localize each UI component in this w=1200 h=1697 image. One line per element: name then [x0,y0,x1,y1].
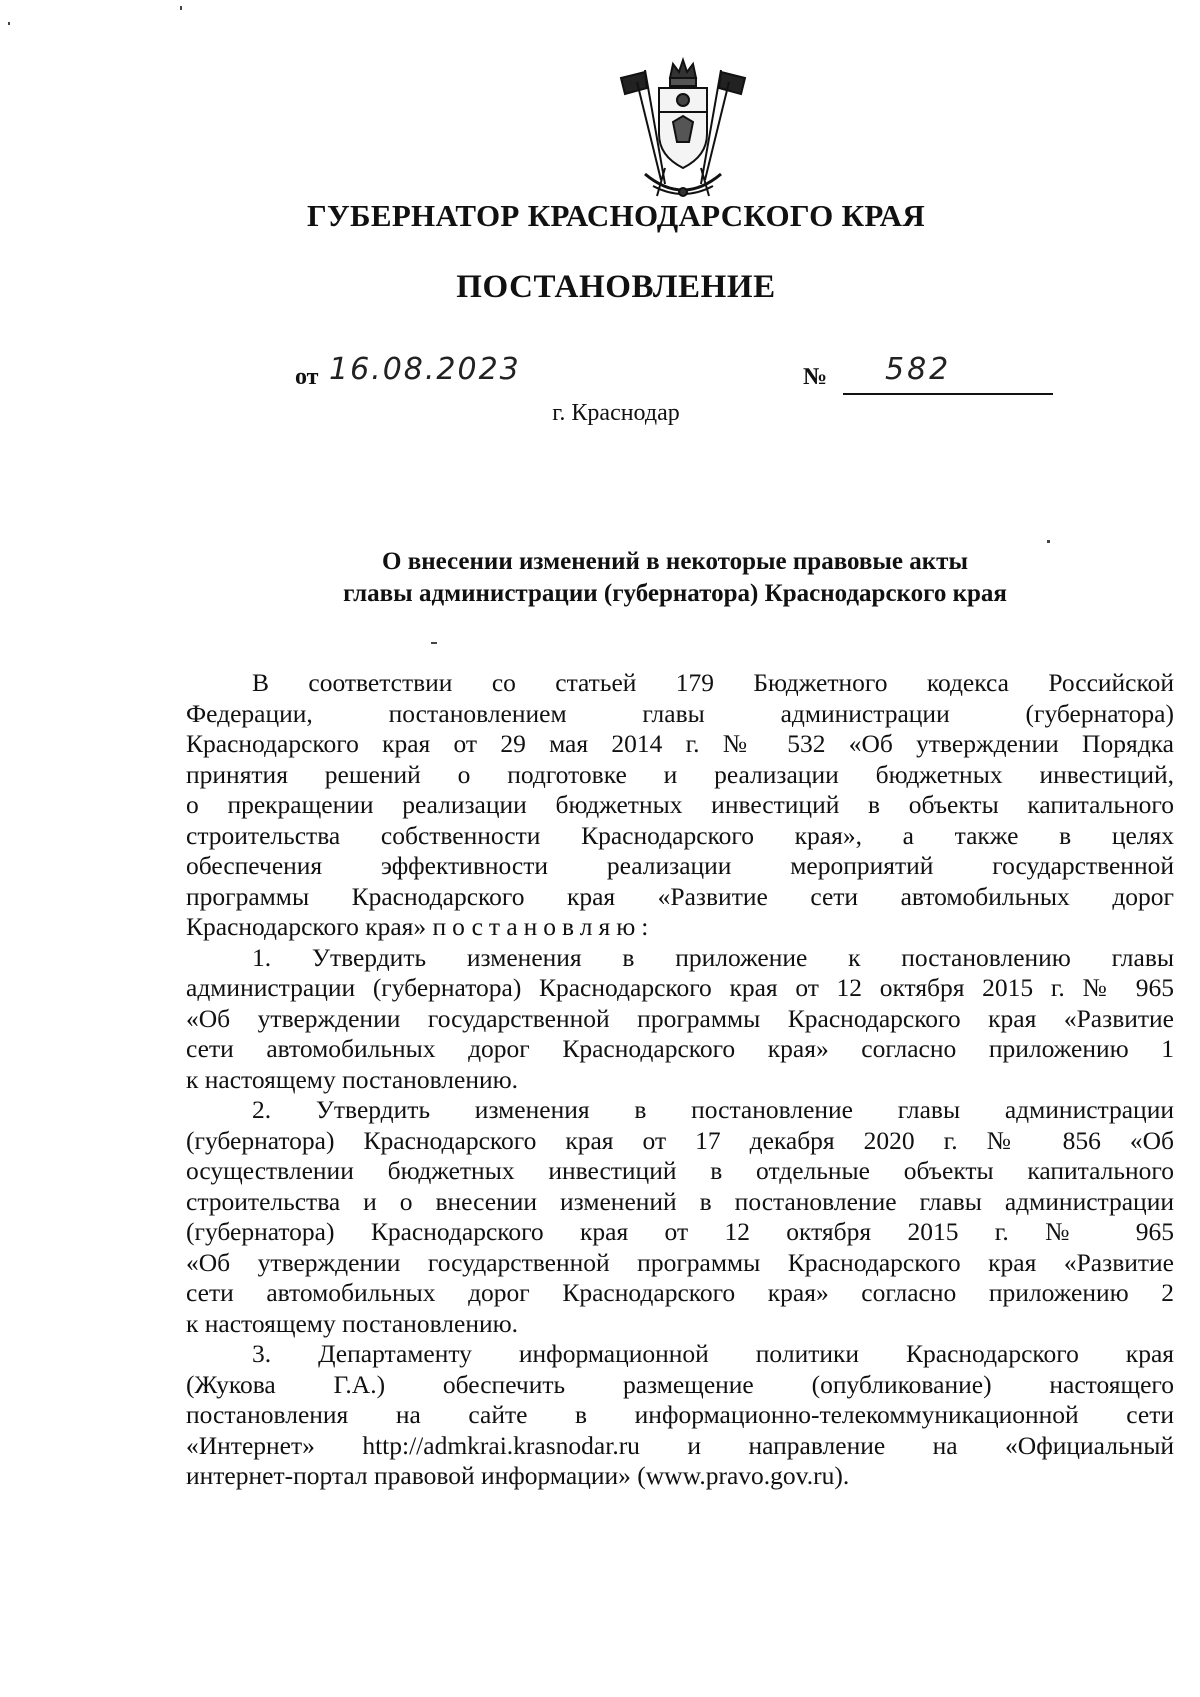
body-line: строительства собственности Краснодарского края», а также в целях [186,820,1174,850]
scan-speck [431,642,437,644]
document-subject [0,546,1200,610]
item-2-line: сети автомобильных дорог Краснодарского края» согласно приложению 2 [186,1278,1174,1307]
item-3-line: 3. Департаменту информационной политики Краснодарского края [252,1339,1174,1368]
item-1-line: сети автомобильных дорог Краснодарского края» согласно приложению 1 [186,1034,1174,1063]
body-line [186,912,1174,943]
issuing-authority: ГУБЕРНАТОР КРАСНОДАРСКОГО КРАЯ [306,198,926,233]
item-2-line: к настоящему постановлению. [186,1308,519,1338]
item-1-line: 1. Утвердить изменения в приложение к постановлению главы [252,942,1174,972]
decree-word: постановляю: [432,912,655,941]
date-number-row [295,352,1055,402]
document-body [186,668,1174,1492]
document-date: 16.08.2023 [329,352,521,387]
item-1-line: к настоящему постановлению. [186,1064,519,1094]
scan-speck [1047,540,1050,543]
item-2-line: (губернатора) Краснодарского края от 12 октября 2015 г. № 965 [186,1217,1174,1246]
body-line: Федерации, постановлением главы администрации (губернатора) [186,698,1174,728]
document-type-title: ПОСТАНОВЛЕНИЕ [456,269,776,305]
document-number: 582 [885,352,952,387]
subject-line: главы администрации (губернатора) Краснодарского края [343,580,1007,607]
body-line: Краснодарского края от 29 мая 2014 г. № 532 «Об утверждении Порядка [186,729,1174,758]
number-label: № [803,364,828,390]
item-1-line: администрации (губернатора) Краснодарского края от 12 октября 2015 г. № 965 [186,973,1174,1002]
item-1-line: «Об утверждении государственной программы Краснодарского края «Развитие [186,1003,1174,1033]
item-2-line: (губернатора) Краснодарского края от 17 декабря 2020 г. № 856 «Об [186,1125,1174,1155]
scan-speck [180,6,182,10]
body-line: программы Краснодарского края «Развитие сети автомобильных дорог [186,881,1174,911]
item-3-line: «Интернет» http://admkrai.krasnodar.ru и направление на «Официальный [186,1430,1174,1460]
item-2-line: строительства и о внесении изменений в постановление главы администрации [186,1186,1174,1216]
body-line-text: Краснодарского края» [186,912,427,941]
item-3-line: интернет-портал правовой информации» (www.pravo.gov.ru). [186,1461,850,1490]
item-3-line: постановления на сайте в информационно-телекоммуникационной сети [186,1400,1174,1429]
body-line: обеспечения эффективности реализации мероприятий государственной [186,851,1174,880]
coat-of-arms-emblem [615,56,750,206]
date-prefix: от [295,364,319,390]
number-underline [843,393,1053,395]
body-line: принятия решений о подготовке и реализации бюджетных инвестиций, [186,759,1174,789]
item-2-line: осуществлении бюджетных инвестиций в отдельные объекты капитального [186,1156,1174,1185]
scan-speck [8,22,10,25]
item-2-line: 2. Утвердить изменения в постановление главы администрации [252,1095,1174,1124]
city-line: г. Краснодар [552,400,680,426]
body-line: В соответствии со статьей 179 Бюджетного кодекса Российской [252,668,1174,697]
item-2-line: «Об утверждении государственной программы Краснодарского края «Развитие [186,1247,1174,1277]
item-3-line: (Жукова Г.А.) обеспечить размещение (опубликование) настоящего [186,1369,1174,1399]
body-line: о прекращении реализации бюджетных инвестиций в объекты капитального [186,790,1174,819]
subject-line: О внесении изменений в некоторые правовые акты [382,548,968,575]
